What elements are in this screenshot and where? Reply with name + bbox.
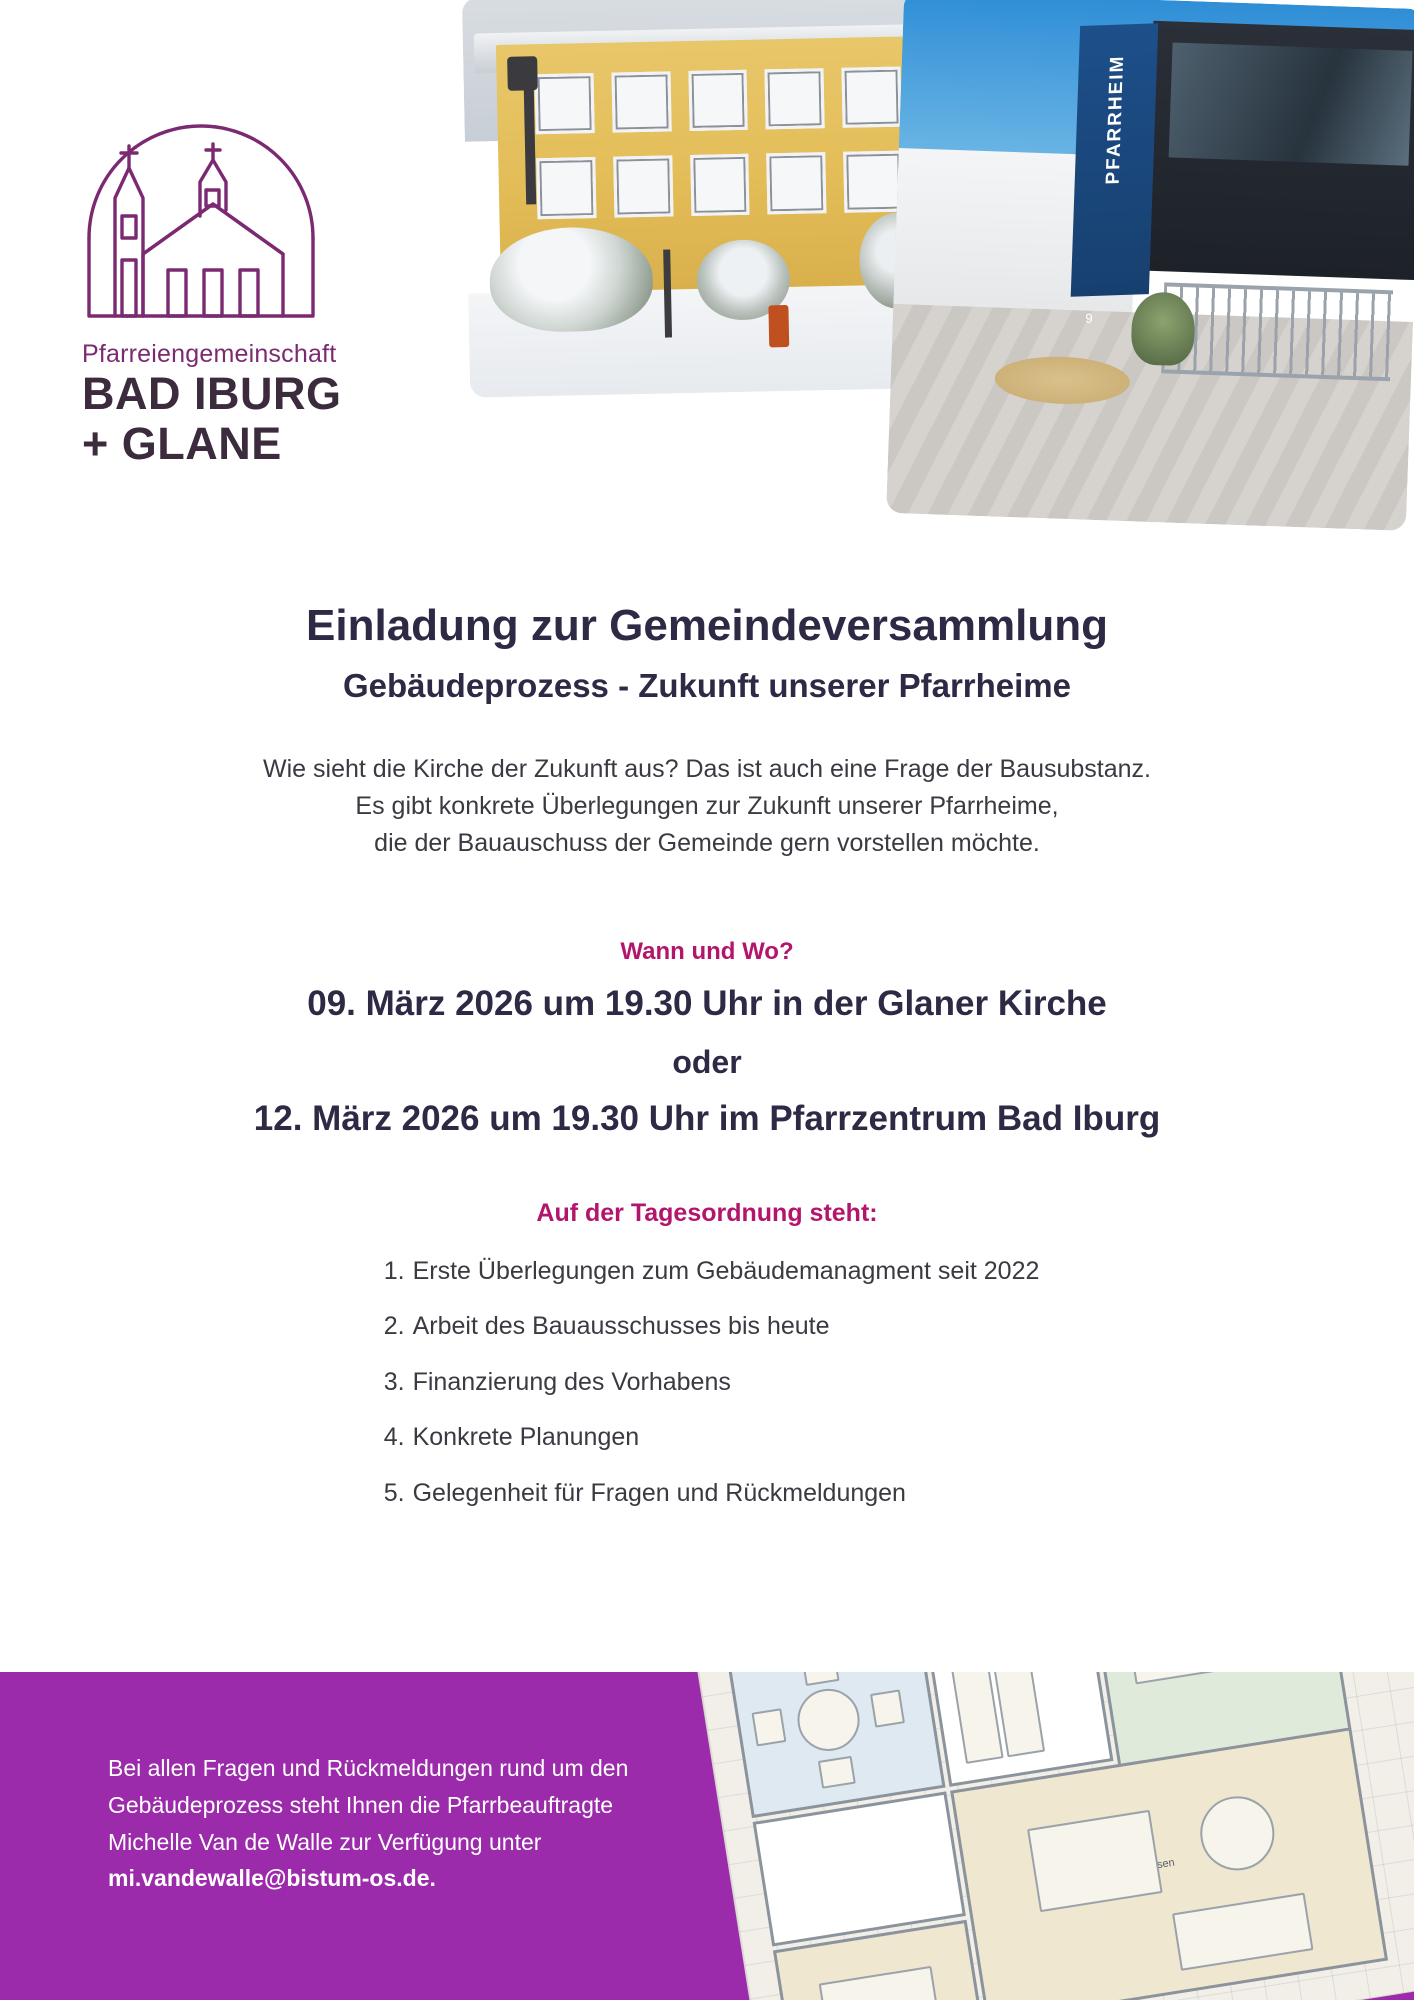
- agenda-item-text: Gelegenheit für Fragen und Rückmeldungen: [412, 1478, 906, 1507]
- photo-window: [613, 155, 673, 217]
- photo-window: [611, 71, 671, 133]
- footer-contact-band: [0, 1672, 1414, 2000]
- photo-house-number: 9: [1085, 310, 1093, 327]
- photo-window: [843, 151, 903, 213]
- intro-line-3: die der Bauauschuss der Gemeinde gern vorstellen möchte.: [374, 828, 1040, 857]
- footer-contact-text: [108, 1750, 748, 1897]
- logo-org-subtitle: Pfarreiengemeinschaft: [82, 340, 337, 368]
- agenda-item-text: Arbeit des Bauausschusses bis heute: [412, 1312, 830, 1341]
- list-item: [375, 1369, 1040, 1397]
- photo-sign-text: PFARRHEIM: [1102, 54, 1128, 185]
- page-title: Einladung zur Gemeindeversammlung: [306, 601, 1108, 650]
- photo-window: [688, 70, 748, 132]
- page-subtitle: Gebäudeprozess - Zukunft unserer Pfarrheime: [342, 666, 1071, 704]
- agenda-item-number: 2.: [383, 1312, 405, 1341]
- agenda-item-text: Konkrete Planungen: [412, 1423, 640, 1452]
- photo-window: [690, 154, 750, 216]
- photo-pfarrheim-sign: [1070, 23, 1158, 297]
- photo-window: [536, 157, 596, 219]
- photo-window: [765, 68, 825, 130]
- logo-org-line2: + GLANE: [82, 418, 282, 470]
- footer-line-1: Bei allen Fragen und Rückmeldungen rund um den: [108, 1755, 629, 1781]
- event-date-1: 09. März 2026 um 19.30 Uhr in der Glaner Kirche: [307, 983, 1107, 1023]
- photo-window: [766, 152, 826, 214]
- agenda-list: [375, 1258, 1040, 1536]
- photo-shrub: [1131, 292, 1196, 367]
- list-item: [375, 1258, 1040, 1286]
- agenda-item-number: 3.: [383, 1367, 405, 1396]
- event-date-2: 12. März 2026 um 19.30 Uhr im Pfarrzentrum Bad Iburg: [253, 1098, 1161, 1138]
- agenda-item-number: 5.: [383, 1478, 405, 1507]
- photo-window: [841, 66, 901, 128]
- contact-email[interactable]: mi.vandewalle@bistum-os.de.: [108, 1865, 436, 1892]
- floorplan-image: [692, 1672, 1414, 2000]
- floorplan-chair: [751, 1708, 786, 1746]
- agenda-label: Auf der Tagesordnung steht:: [536, 1198, 878, 1227]
- when-where-label: Wann und Wo?: [620, 937, 794, 965]
- floorplan-chair: [870, 1689, 905, 1727]
- agenda-item-number: 4.: [383, 1423, 405, 1452]
- organization-logo: [82, 120, 382, 470]
- agenda-item-number: 1.: [383, 1256, 405, 1285]
- church-logo-icon: [82, 120, 352, 330]
- photo-bin: [768, 305, 789, 347]
- floorplan-label-wohnen: Essen: [1143, 1856, 1176, 1874]
- list-item: [375, 1313, 1040, 1341]
- event-or-separator: oder: [672, 1043, 742, 1080]
- intro-line-1: Wie sieht die Kirche der Zukunft aus? Das ist auch eine Frage der Bausubstanz.: [263, 754, 1151, 783]
- agenda-item-text: Finanzierung des Vorhabens: [412, 1367, 731, 1396]
- flyer-content: [0, 600, 1414, 1535]
- intro-line-2: Es gibt konkrete Überlegungen zur Zukunft unserer Pfarrheime,: [355, 791, 1059, 820]
- logo-org-line1: BAD IBURG: [82, 368, 342, 419]
- list-item: [375, 1480, 1040, 1508]
- photo-window: [535, 73, 595, 135]
- footer-line-2: Gebäudeprozess steht Ihnen die Pfarrbeauftragte: [108, 1791, 614, 1818]
- floorplan-chair: [818, 1756, 856, 1789]
- footer-line-3: Michelle Van de Walle zur Verfügung unter: [108, 1828, 542, 1855]
- photo-railing: [1161, 282, 1393, 381]
- agenda-item-text: Erste Überlegungen zum Gebäudemanagment seit 2022: [412, 1256, 1040, 1285]
- pfarrheim-entrance-photo: [886, 0, 1414, 531]
- photo-window-band: [1169, 42, 1412, 165]
- list-item: [375, 1424, 1040, 1452]
